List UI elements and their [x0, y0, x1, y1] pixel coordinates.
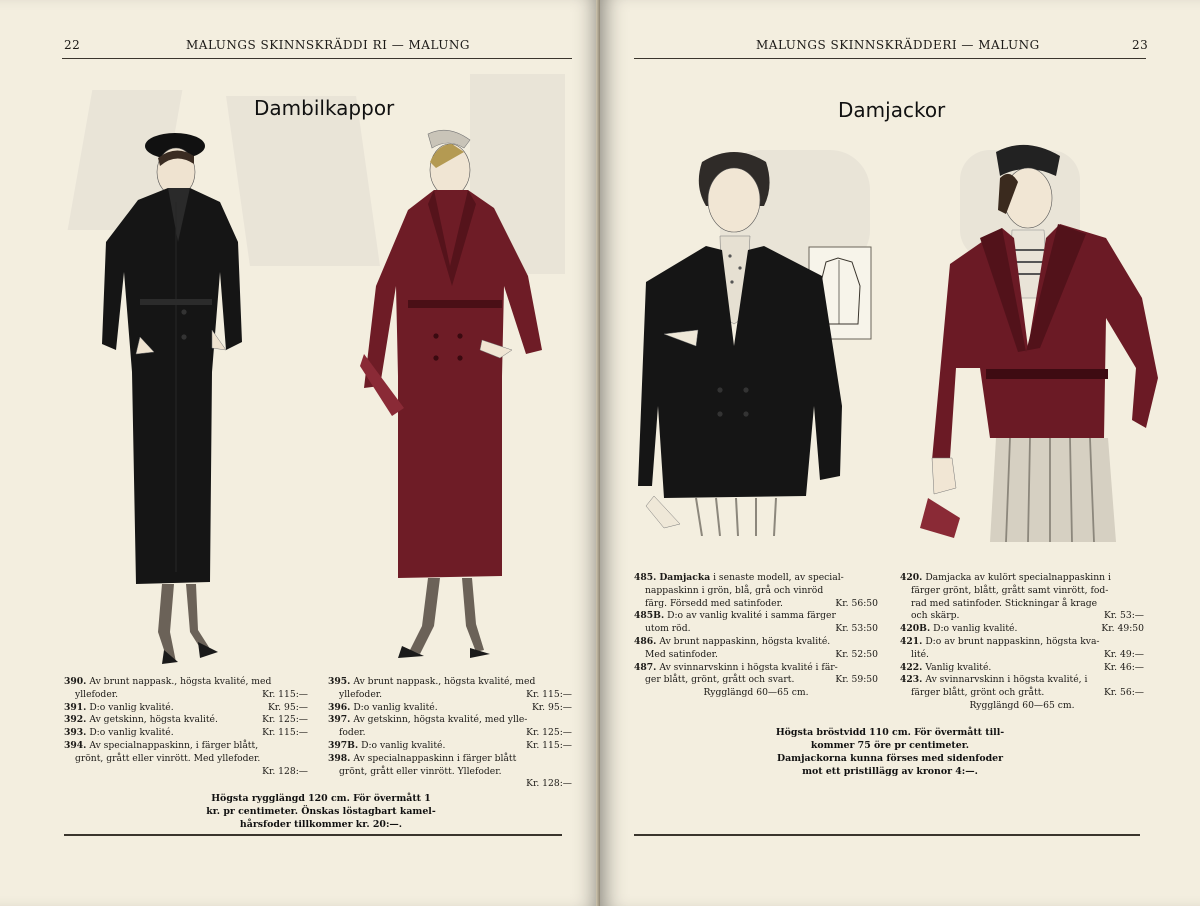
list-item: 486. Av brunt nappaskinn, högsta kvalité.: [634, 635, 831, 647]
list-item-cont: färg. Försedd med satinfoder. Kr. 56:50: [645, 597, 878, 609]
list-item: 485B. D:o av vanlig kvalité i samma färger: [634, 610, 836, 622]
list-item: 421. D:o av brunt nappaskinn, högsta kva-: [900, 635, 1100, 647]
note-block-right: [750, 726, 1030, 778]
list-item: 393. D:o vanlig kvalité. Kr. 115:—: [64, 727, 308, 739]
list-item-cont: utom röd. Kr. 53:50: [645, 623, 878, 635]
footer-rule-right: [634, 834, 1140, 836]
list-item-price: Kr. 128:—: [526, 778, 572, 790]
list-item: 420B. D:o vanlig kvalité. Kr. 49:50: [900, 623, 1144, 635]
list-item-cont: yllefoder. Kr. 115:—: [339, 688, 572, 700]
list-item-cont: foder. Kr. 125:—: [339, 727, 572, 739]
note-line: Högsta rygglängd 120 cm. För övermått 1: [211, 793, 431, 804]
list-item: 392. Av getskinn, högsta kvalité. Kr. 125:—: [64, 714, 308, 726]
rygglangd-note: Rygglängd 60—65 cm.: [703, 687, 809, 699]
section-title-dambilkappor: Dambilkappor: [254, 96, 395, 120]
maroon-coat-illustration: [352, 126, 552, 666]
rygglangd-note: Rygglängd 60—65 cm.: [969, 699, 1075, 711]
coat: [364, 190, 542, 578]
list-item-cont: yllefoder. Kr. 115:—: [75, 688, 308, 700]
black-jacket-illustration: [636, 146, 848, 536]
note-line: Damjackorna kunna förses med sidenfoder: [776, 753, 1004, 764]
note-line: mot ett pristillägg av kronor 4:—.: [802, 766, 978, 777]
list-item: 485. Damjacka i senaste modell, av special-: [634, 572, 844, 583]
note-line: hårsfoder tillkommer kr. 20:—.: [239, 819, 403, 830]
footer-rule-left: [64, 834, 562, 836]
header-rule-left: [62, 58, 572, 59]
list-item: 395. Av brunt nappask., högsta kvalité, med: [328, 676, 536, 687]
list-item-cont: grönt, grått eller vinrött. Med yllefoder.: [75, 752, 261, 764]
list-item: 420. Damjacka av kulört specialnappaskinn i: [900, 572, 1111, 583]
caption-column-2: [328, 676, 572, 791]
black-coat-illustration: [80, 122, 250, 670]
list-item: 397. Av getskinn, högsta kvalité, med ylle-: [328, 714, 528, 726]
list-item: 394. Av specialnappaskinn, i färger blått,: [64, 739, 259, 751]
list-item: 396. D:o vanlig kvalité. Kr. 95:—: [328, 701, 572, 713]
note-line: Högsta bröstvidd 110 cm. För övermått till-: [775, 727, 1005, 738]
running-head-right: MALUNGS SKINNSKRÄDDERI — MALUNG: [756, 38, 1040, 52]
running-head-left: MALUNGS SKINNSKRÄDDI RI — MALUNG: [186, 38, 470, 52]
note-line: kommer 75 öre pr centimeter.: [810, 740, 970, 751]
face: [708, 168, 760, 232]
caption-column-3: [634, 572, 878, 700]
right-page: [600, 0, 1200, 906]
list-item-cont: lité. Kr. 49:—: [911, 648, 1144, 660]
list-item: 390. Av brunt nappask., högsta kvalité, med: [64, 676, 272, 687]
list-item-cont: nappaskinn i grön, blå, grå och vinröd: [645, 584, 824, 596]
list-item: 423. Av svinnarvskinn i högsta kvalité, i: [900, 674, 1088, 686]
jacket: [932, 224, 1158, 460]
page-number-right: 23: [1132, 38, 1149, 52]
section-title-damjackor: Damjackor: [838, 98, 946, 122]
list-item-cont: färger grönt, blått, grått samt vinrött, fod-: [911, 584, 1109, 596]
list-item-cont: färger blått, grönt och grått. Kr. 56:—: [911, 687, 1144, 699]
header-rule-right: [634, 58, 1146, 59]
list-item-price: Kr. 128:—: [262, 765, 308, 777]
list-item-cont: rad med satinfoder. Stickningar å krage: [911, 597, 1098, 609]
list-item: 397B. D:o vanlig kvalité. Kr. 115:—: [328, 739, 572, 751]
list-item: 391. D:o vanlig kvalité. Kr. 95:—: [64, 701, 308, 713]
list-item: 398. Av specialnappaskinn i färger blått: [328, 752, 517, 764]
page-number-left: 22: [64, 38, 81, 52]
coat: [102, 188, 242, 584]
note-block-left: [176, 792, 466, 831]
list-item: 422. Vanlig kvalité. Kr. 46:—: [900, 661, 1144, 673]
list-item-cont: grönt, grått eller vinrött. Yllefoder.: [339, 765, 502, 777]
caption-column-4: [900, 572, 1144, 713]
maroon-jacket-illustration: [910, 138, 1178, 542]
list-item-cont: ger blått, grönt, grått och svart. Kr. 59:50: [645, 674, 878, 686]
caption-column-1: [64, 676, 308, 778]
note-line: kr. pr centimeter. Önskas löstagbart kamel-: [206, 806, 436, 817]
list-item-cont: Med satinfoder. Kr. 52:50: [645, 648, 878, 660]
list-item: 487. Av svinnarvskinn i högsta kvalité i fär-: [634, 661, 838, 673]
list-item-cont: och skärp. Kr. 53:—: [911, 610, 1144, 622]
